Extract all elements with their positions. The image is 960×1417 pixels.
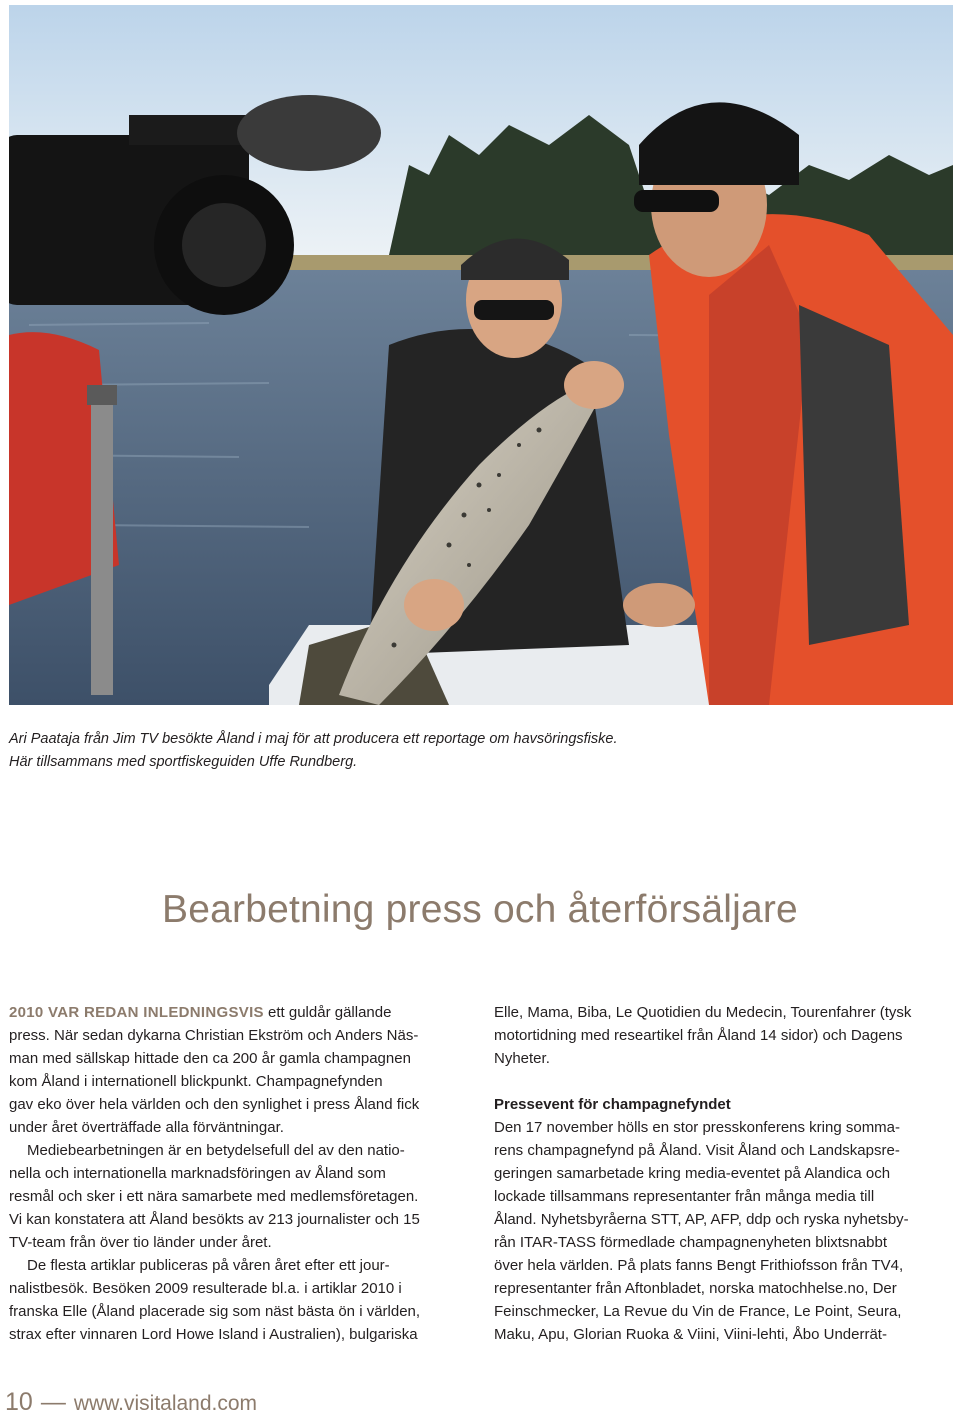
paragraph-line: Den 17 november hölls en stor presskonferens kring somma- bbox=[494, 1119, 901, 1136]
paragraph-line: strax efter vinnaren Lord Howe Island i Australien), bulgariska bbox=[9, 1326, 418, 1343]
paragraph-line bbox=[9, 1001, 469, 1024]
lead-rest: ett guldår gällande bbox=[268, 1004, 392, 1021]
paragraph-line: man med sällskap hittade den ca 200 år gamla champagnen bbox=[9, 1050, 411, 1067]
photo bbox=[9, 5, 953, 705]
lead-in: 2010 VAR REDAN INLEDNINGSVIS bbox=[9, 1004, 264, 1021]
photo-icon bbox=[9, 5, 953, 705]
paragraph-line: representanter från Aftonbladet, norska matochhelse.no, Der bbox=[494, 1280, 897, 1297]
paragraph-line: under året överträffade alla förväntningar. bbox=[9, 1119, 284, 1136]
caption-line: Här tillsammans med sportfiskeguiden Uffe Rundberg. bbox=[9, 754, 358, 770]
paragraph-line: kom Åland i internationell blickpunkt. Champagnefynden bbox=[9, 1073, 383, 1090]
paragraph-line: nalistbesök. Besöken 2009 resulterade bl.a. i artiklar 2010 i bbox=[9, 1280, 402, 1297]
paragraph-line: lockade tillsammans representanter från många media till bbox=[494, 1188, 875, 1205]
caption-line: Ari Paataja från Jim TV besökte Åland i maj för att producera ett reportage om havsöringsfiske. bbox=[9, 731, 618, 747]
left-column bbox=[9, 1001, 469, 1346]
paragraph-line: Mediebearbetningen är en betydelsefull del av den natio- bbox=[27, 1142, 405, 1159]
paragraph-line: De flesta artiklar publiceras på våren året efter ett jour- bbox=[27, 1257, 390, 1274]
paragraph-line: Vi kan konstatera att Åland besökts av 213 journalister och 15 bbox=[9, 1211, 420, 1228]
paragraph-line: rens champagnefynd på Åland. Visit Åland och Landskapsre- bbox=[494, 1142, 900, 1159]
paragraph-line: gav eko över hela världen och den synlighet i press Åland fick bbox=[9, 1096, 420, 1113]
paragraph-gap bbox=[494, 1070, 954, 1093]
section-heading: Bearbetning press och återförsäljare bbox=[162, 888, 798, 931]
paragraph-line: franska Elle (Åland placerade sig som näst bästa ön i världen, bbox=[9, 1303, 421, 1320]
paragraph-line: Åland. Nyhetsbyråerna STT, AP, AFP, ddp och ryska nyhetsby- bbox=[494, 1211, 909, 1228]
paragraph-line: motortidning med researtikel från Åland 14 sidor) och Dagens bbox=[494, 1027, 903, 1044]
paragraph-line: över hela världen. På plats fanns Bengt Frithiofsson från TV4, bbox=[494, 1257, 904, 1274]
paragraph-line: Maku, Apu, Glorian Ruoka & Viini, Viini-lehti, Åbo Underrät- bbox=[494, 1326, 887, 1343]
page-number: 10 bbox=[5, 1388, 33, 1416]
footer-dash: — bbox=[40, 1388, 66, 1416]
paragraph-line: nella och internationella marknadsföringen av Åland som bbox=[9, 1165, 386, 1182]
footer-url[interactable]: www.visitaland.com bbox=[73, 1392, 258, 1415]
photo-caption bbox=[9, 728, 909, 774]
paragraph-line: Nyheter. bbox=[494, 1050, 550, 1067]
paragraph-line: rån ITAR-TASS förmedlade champagnenyheten blixtsnabbt bbox=[494, 1234, 887, 1251]
paragraph-line: geringen samarbetade kring media-eventet på Alandica och bbox=[494, 1165, 891, 1182]
paragraph-line: Feinschmecker, La Revue du Vin de France, Le Point, Seura, bbox=[494, 1303, 902, 1320]
right-column bbox=[494, 1001, 954, 1346]
paragraph-line: Elle, Mama, Biba, Le Quotidien du Medecin, Tourenfahrer (tysk bbox=[494, 1004, 912, 1021]
subheading: Pressevent för champagnefyndet bbox=[494, 1096, 731, 1113]
paragraph-line: TV-team från över tio länder under året. bbox=[9, 1234, 272, 1251]
paragraph-line: resmål och sker i ett nära samarbete med medlemsföretagen. bbox=[9, 1188, 419, 1205]
page-footer bbox=[5, 1388, 257, 1417]
paragraph-line: press. När sedan dykarna Christian Ekström och Anders Näs- bbox=[9, 1027, 419, 1044]
